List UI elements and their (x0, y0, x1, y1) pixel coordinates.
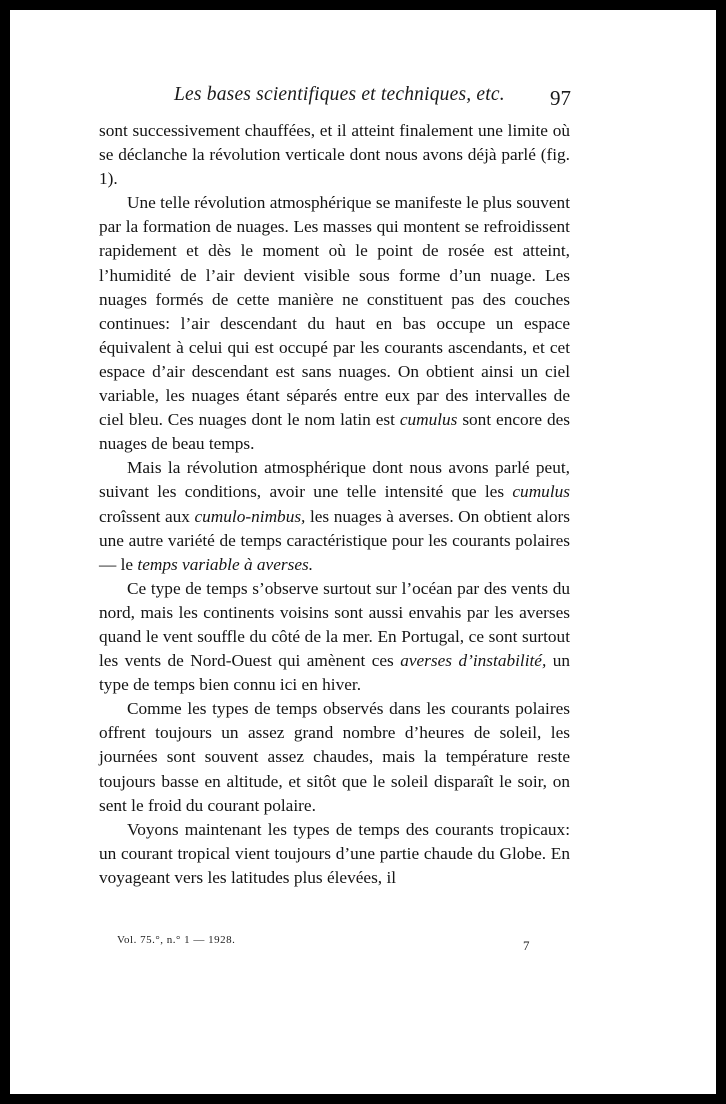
page-footer (10, 934, 716, 964)
body-text (99, 119, 570, 890)
page-number: 97 (550, 86, 571, 110)
scanned-page (10, 10, 716, 1094)
italic-term-cumulus: cumulus (512, 482, 570, 502)
running-title: Les bases scientifiques et techniques, etc. (174, 84, 505, 105)
italic-term-cumulus: cumulus (399, 410, 458, 430)
paragraph-text: sont encore des nuages de beau temps. (99, 410, 570, 454)
page-header (10, 78, 716, 118)
paragraph-2 (99, 191, 570, 456)
paragraph-text: Ce type de temps s’observe surtout sur l’océan par des vents du nord, mais les continents voisins sont aussi envahis par les averses quand le vent souffle du côté de la mer. En Portugal, ce sont surtout les vents de Nord-Ouest qui amènent ces (99, 578, 570, 671)
italic-term-temps-variable: temps variable à averses. (137, 554, 314, 574)
paragraph-text: Mais la révolution atmosphérique dont nous avons parlé peut, suivant les conditions, avoir une telle intensité que les (99, 458, 570, 502)
paragraph-text: les nuages à averses. On obtient alors une autre variété de temps caractéristique pour les courants polaires — le (99, 506, 571, 574)
paragraph-4 (99, 577, 570, 697)
paragraph-text: croîssent aux (99, 506, 195, 526)
paragraph-text: Une telle révolution atmosphérique se manifeste le plus souvent par la formation de nuages. Les masses qui montent se refroidissent rapidement et dès le moment où le point de rosée est atteint, l’humidité de l’air devient visible sous forme d’un nuage. Les nuages formés de cette manière ne constituent pas des couches continues: l’air descendant du haut en bas occupe un espace équivalent à celui qui est occupé par les courants ascendants, et cet espace d’air descendant est sans nuages. On obtient ainsi un ciel variable, les nuages étant séparés entre eux par des intervalles de ciel bleu. Ces nuages dont le nom latin est (99, 193, 570, 430)
paragraph-1: sont successivement chauffées, et il atteint finalement une limite où se déclanche la révolution verticale dont nous avons déjà parlé (fig. 1). (99, 121, 570, 189)
sheet-number: 7 (523, 938, 530, 953)
paragraph-5: Comme les types de temps observés dans les courants polaires offrent toujours un assez grand nombre d’heures de soleil, les journées sont souvent assez chaudes, mais la température reste toujours basse en altitude, et sitôt que le soleil disparaît le soir, on sent le froid du courant polaire. (99, 699, 570, 815)
paragraph-6: Voyons maintenant les types de temps des courants tropicaux: un courant tropical vient toujours d’une partie chaude du Globe. En voyageant vers les latitudes plus élevées, il (99, 819, 570, 887)
italic-term-averses: averses d’instabilité, (400, 651, 547, 671)
paragraph-text: un type de temps bien connu ici en hiver. (99, 651, 570, 695)
volume-signature: Vol. 75.°, n.° 1 — 1928. (117, 934, 236, 946)
italic-term-cumulo-nimbus: cumulo-nimbus, (194, 506, 306, 526)
paragraph-3 (99, 456, 570, 576)
